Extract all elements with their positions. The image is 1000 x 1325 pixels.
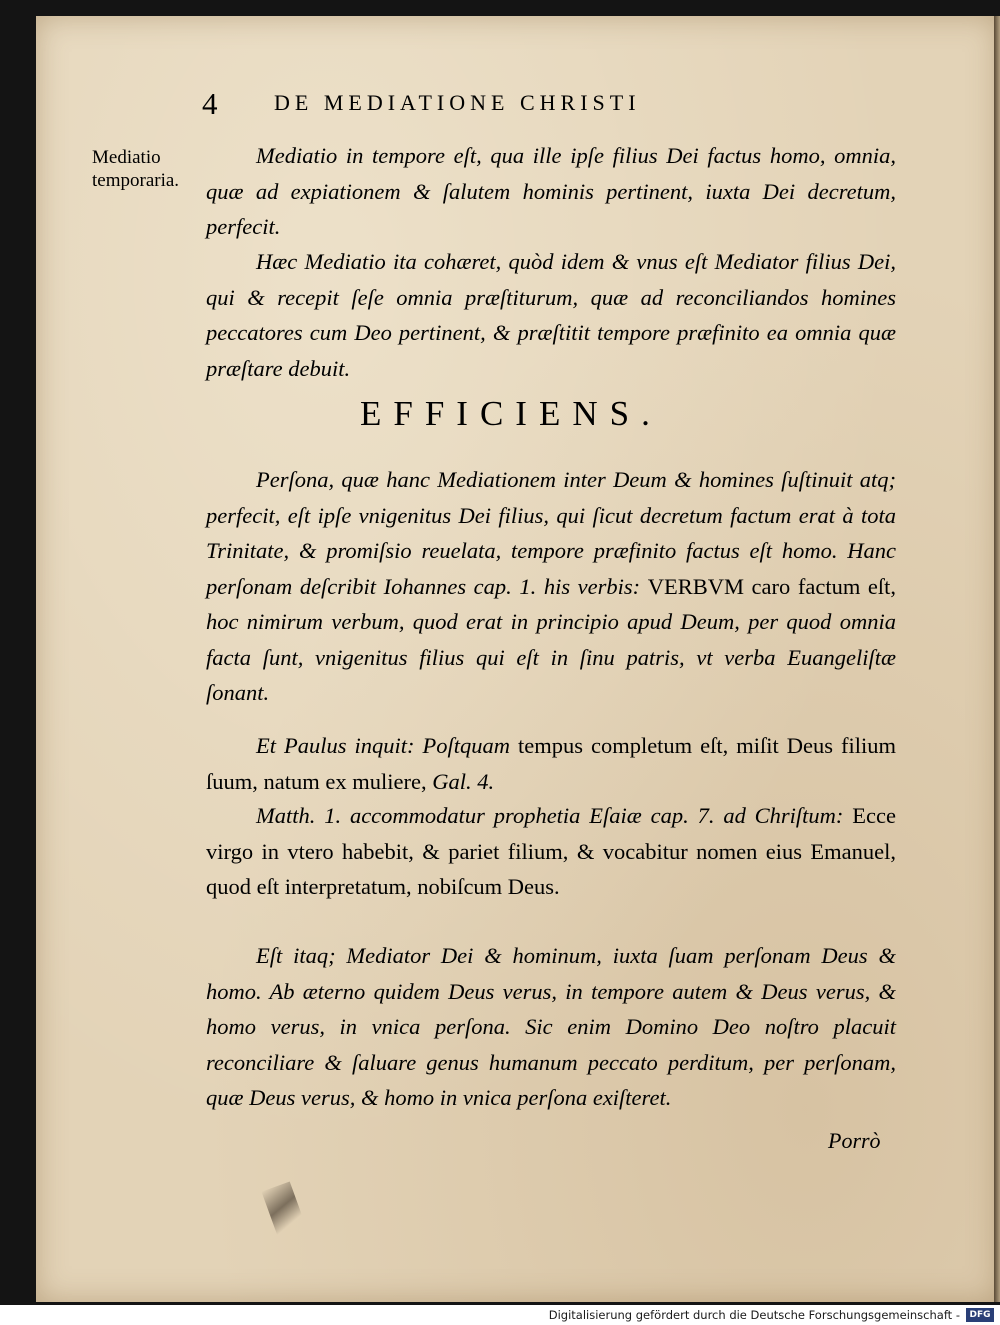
page-number: 4 <box>202 86 218 121</box>
paragraph-5 <box>206 798 896 905</box>
paragraph-6: Eſt itaq; Mediator Dei & hominum, iuxta ſuam perſonam Deus & homo. Ab æterno quidem Deus verus, in tempore autem & Deus verus, & homo verus, in vnica perſona. Sic enim Domino Deo noſtro placuit reconciliare & ſaluare genus humanum peccato perditum, per perſonam, quæ Deus verus, & homo in vnica perſona exiſteret. <box>206 943 896 1110</box>
paragraph-2: Hæc Mediatio ita cohæret, quòd idem & vnus eſt Mediator filius Dei, qui & recepit ſeſe omnia præſtiturum, quæ ad reconciliandos homines peccatores cum Deo pertinent, & præſtitit tempore præfinito ea omnia quæ præſtare debuit. <box>206 249 896 381</box>
dfg-logo-icon: DFG <box>966 1308 994 1322</box>
paragraph-4-reference: Gal. 4. <box>432 768 495 794</box>
paragraph-5-intro: Matth. 1. accommodatur prophetia Eſaiæ cap. 7. ad Chriſtum: <box>256 803 844 828</box>
paragraph-5-quote: Ecce virgo in vtero habebit, & pariet filium, & vocabitur nomen eius Emanuel, quod eſt interpretatum, nobiſcum Deus. <box>206 803 897 899</box>
paragraph-3-quote: VERBVM caro factum eſt, <box>647 573 897 599</box>
footer-credit: Digitalisierung gefördert durch die Deutsche Forschungsgemeinschaft - <box>548 1308 960 1322</box>
paragraph-4-intro: Et Paulus inquit: Poſtquam <box>256 733 510 758</box>
paragraph-4 <box>206 728 896 799</box>
paragraph-3-text: Perſona, quæ hanc Mediationem inter Deum & homines ſuſtinuit atq; perfecit, eſt ipſe vnigenitus Dei filius, qui ſicut decretum factum erat à tota Trinitate, & promiſsio reuelata, tempore præfinito factus eſt homo. Hanc perſonam deſcribit Iohannes cap. 1. his verbis: <box>206 467 896 599</box>
catchword: Porrò <box>828 1128 881 1153</box>
running-head: DE MEDIATIONE CHRISTI <box>274 90 641 115</box>
section-heading: EFFICIENS. <box>360 394 662 433</box>
paragraph-4-quote: tempus completum eſt, miſit Deus filium ſuum, natum ex muliere, <box>206 733 896 794</box>
paragraph-3-continuation: hoc nimirum verbum, quod erat in principio apud Deum, per quod omnia facta ſunt, vnigenitus filius qui eſt in ſinu patris, vt verba Euangeliſtæ ſonant. <box>206 609 896 705</box>
footer-bar <box>0 1305 1000 1325</box>
page-edge <box>994 16 1000 1302</box>
margin-note: Mediatio temporaria. <box>92 147 180 191</box>
paragraph-3 <box>206 462 896 711</box>
paragraph-1: Mediatio in tempore eſt, qua ille ipſe filius Dei factus homo, omnia, quæ ad expiationem & ſalutem hominis pertinent, iuxta Dei decretum, perfecit. <box>206 143 896 239</box>
